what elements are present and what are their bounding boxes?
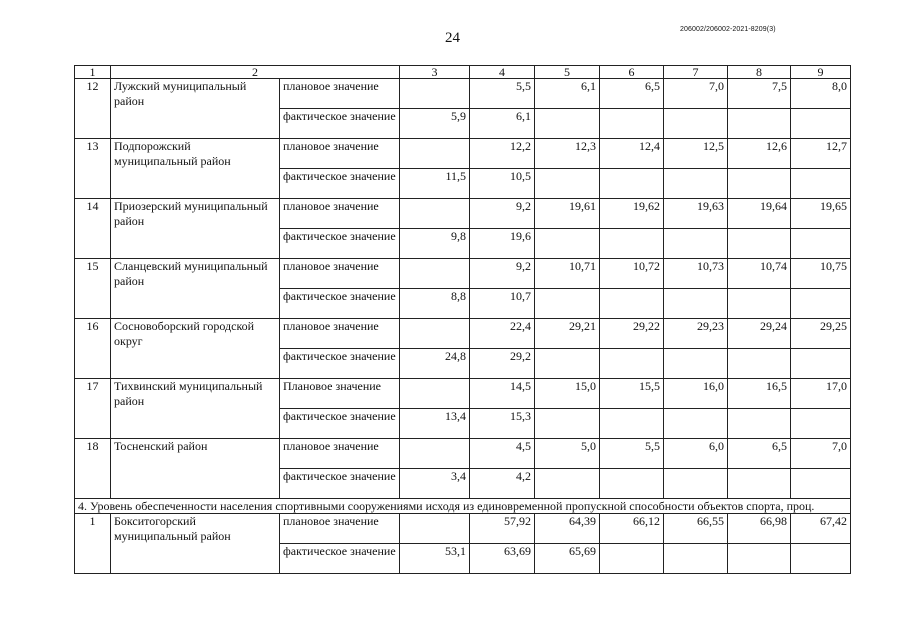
value-cell (600, 409, 664, 439)
value-cell (600, 469, 664, 499)
value-cell: 15,0 (535, 379, 600, 409)
plan-label: Плановое значение (280, 379, 400, 409)
table-row-plan (75, 139, 851, 169)
value-cell: 19,61 (535, 199, 600, 229)
value-cell: 8,0 (791, 79, 851, 109)
section-title: 4. Уровень обеспеченности населения спортивными сооружениями исходя из единовременной пропускной способности объектов спорта, проц. (75, 499, 851, 514)
value-cell: 53,1 (400, 544, 470, 574)
value-cell (791, 544, 851, 574)
value-cell: 10,72 (600, 259, 664, 289)
value-cell: 24,8 (400, 349, 470, 379)
value-cell: 64,39 (535, 514, 600, 544)
value-cell: 29,22 (600, 319, 664, 349)
district-name: Сланцевский муниципальный район (111, 259, 280, 319)
section-row (75, 499, 851, 514)
header-cell: 6 (600, 66, 664, 79)
value-cell: 66,12 (600, 514, 664, 544)
value-cell (728, 544, 791, 574)
table-row-plan (75, 319, 851, 349)
value-cell (791, 289, 851, 319)
value-cell (728, 289, 791, 319)
header-cell: 3 (400, 66, 470, 79)
fact-label: фактическое значение (280, 229, 400, 259)
value-cell (728, 469, 791, 499)
value-cell: 9,2 (470, 259, 535, 289)
table-row-plan (75, 199, 851, 229)
value-cell: 29,25 (791, 319, 851, 349)
value-cell: 7,5 (728, 79, 791, 109)
value-cell (400, 439, 470, 469)
row-number: 12 (75, 79, 111, 139)
value-cell: 16,0 (664, 379, 728, 409)
value-cell: 19,65 (791, 199, 851, 229)
value-cell (535, 289, 600, 319)
value-cell (664, 109, 728, 139)
fact-label: фактическое значение (280, 109, 400, 139)
value-cell (400, 514, 470, 544)
district-name: Тихвинский муниципальный район (111, 379, 280, 439)
value-cell: 9,8 (400, 229, 470, 259)
value-cell (400, 379, 470, 409)
value-cell (728, 169, 791, 199)
plan-label: плановое значение (280, 439, 400, 469)
row-number: 1 (75, 514, 111, 574)
value-cell (664, 289, 728, 319)
value-cell: 65,69 (535, 544, 600, 574)
value-cell (600, 169, 664, 199)
value-cell: 12,3 (535, 139, 600, 169)
value-cell (664, 349, 728, 379)
value-cell (791, 109, 851, 139)
value-cell: 5,9 (400, 109, 470, 139)
value-cell: 29,2 (470, 349, 535, 379)
fact-label: фактическое значение (280, 169, 400, 199)
value-cell: 11,5 (400, 169, 470, 199)
value-cell: 5,5 (470, 79, 535, 109)
value-cell: 7,0 (791, 439, 851, 469)
value-cell: 7,0 (664, 79, 728, 109)
value-cell (791, 229, 851, 259)
fact-label: фактическое значение (280, 544, 400, 574)
value-cell (400, 319, 470, 349)
table-row-plan (75, 439, 851, 469)
value-cell (600, 109, 664, 139)
value-cell: 12,6 (728, 139, 791, 169)
table-row-plan (75, 514, 851, 544)
header-cell: 9 (791, 66, 851, 79)
plan-label: плановое значение (280, 139, 400, 169)
value-cell: 6,1 (470, 109, 535, 139)
value-cell: 13,4 (400, 409, 470, 439)
row-number: 18 (75, 439, 111, 499)
table-row-plan (75, 379, 851, 409)
value-cell: 5,0 (535, 439, 600, 469)
value-cell: 15,3 (470, 409, 535, 439)
district-name: Подпорожский муниципальный район (111, 139, 280, 199)
value-cell (791, 409, 851, 439)
value-cell: 19,6 (470, 229, 535, 259)
value-cell (664, 169, 728, 199)
value-cell: 6,5 (600, 79, 664, 109)
value-cell: 19,64 (728, 199, 791, 229)
value-cell: 5,5 (600, 439, 664, 469)
header-cell: 4 (470, 66, 535, 79)
value-cell: 67,42 (791, 514, 851, 544)
value-cell (535, 229, 600, 259)
value-cell: 15,5 (600, 379, 664, 409)
value-cell: 8,8 (400, 289, 470, 319)
value-cell: 10,5 (470, 169, 535, 199)
value-cell: 17,0 (791, 379, 851, 409)
value-cell: 29,23 (664, 319, 728, 349)
value-cell (664, 229, 728, 259)
row-number: 15 (75, 259, 111, 319)
value-cell: 12,4 (600, 139, 664, 169)
plan-label: плановое значение (280, 79, 400, 109)
district-name: Бокситогорский муниципальный район (111, 514, 280, 574)
value-cell: 14,5 (470, 379, 535, 409)
table-row-plan (75, 79, 851, 109)
value-cell (535, 469, 600, 499)
value-cell: 10,71 (535, 259, 600, 289)
plan-label: плановое значение (280, 259, 400, 289)
value-cell: 10,7 (470, 289, 535, 319)
value-cell (400, 259, 470, 289)
value-cell (600, 229, 664, 259)
header-cell: 5 (535, 66, 600, 79)
page-number: 24 (445, 30, 460, 46)
value-cell: 12,2 (470, 139, 535, 169)
value-cell: 29,24 (728, 319, 791, 349)
value-cell: 6,5 (728, 439, 791, 469)
value-cell: 6,1 (535, 79, 600, 109)
value-cell (535, 349, 600, 379)
value-cell (791, 349, 851, 379)
value-cell (728, 109, 791, 139)
value-cell (600, 544, 664, 574)
fact-label: фактическое значение (280, 469, 400, 499)
value-cell (791, 169, 851, 199)
plan-label: плановое значение (280, 319, 400, 349)
value-cell (791, 469, 851, 499)
value-cell (664, 544, 728, 574)
value-cell: 66,55 (664, 514, 728, 544)
district-name: Сосновоборский городской округ (111, 319, 280, 379)
value-cell: 3,4 (400, 469, 470, 499)
document-code: 206002/206002-2021-8209(3) (680, 26, 776, 33)
value-cell: 66,98 (728, 514, 791, 544)
header-cell: 7 (664, 66, 728, 79)
value-cell (664, 409, 728, 439)
header-cell: 2 (111, 66, 400, 79)
header-cell: 1 (75, 66, 111, 79)
value-cell: 22,4 (470, 319, 535, 349)
header-cell: 8 (728, 66, 791, 79)
value-cell (728, 409, 791, 439)
value-cell (600, 289, 664, 319)
value-cell (400, 199, 470, 229)
value-cell (400, 139, 470, 169)
value-cell: 9,2 (470, 199, 535, 229)
fact-label: фактическое значение (280, 349, 400, 379)
row-number: 13 (75, 139, 111, 199)
indicator-table (74, 65, 851, 574)
district-name: Тосненский район (111, 439, 280, 499)
table-body (75, 66, 851, 574)
value-cell: 29,21 (535, 319, 600, 349)
fact-label: фактическое значение (280, 409, 400, 439)
fact-label: фактическое значение (280, 289, 400, 319)
value-cell: 57,92 (470, 514, 535, 544)
value-cell (535, 169, 600, 199)
plan-label: плановое значение (280, 514, 400, 544)
value-cell: 19,63 (664, 199, 728, 229)
district-name: Лужский муниципальный район (111, 79, 280, 139)
value-cell: 4,5 (470, 439, 535, 469)
value-cell: 63,69 (470, 544, 535, 574)
value-cell (664, 469, 728, 499)
value-cell (728, 349, 791, 379)
value-cell (535, 109, 600, 139)
value-cell (600, 349, 664, 379)
table-row-plan (75, 259, 851, 289)
plan-label: плановое значение (280, 199, 400, 229)
value-cell (400, 79, 470, 109)
district-name: Приозерский муниципальный район (111, 199, 280, 259)
value-cell: 6,0 (664, 439, 728, 469)
value-cell: 16,5 (728, 379, 791, 409)
row-number: 16 (75, 319, 111, 379)
value-cell: 10,75 (791, 259, 851, 289)
value-cell: 4,2 (470, 469, 535, 499)
value-cell: 10,74 (728, 259, 791, 289)
value-cell: 10,73 (664, 259, 728, 289)
value-cell (535, 409, 600, 439)
value-cell (728, 229, 791, 259)
value-cell: 12,5 (664, 139, 728, 169)
value-cell: 19,62 (600, 199, 664, 229)
row-number: 17 (75, 379, 111, 439)
row-number: 14 (75, 199, 111, 259)
value-cell: 12,7 (791, 139, 851, 169)
header-row (75, 66, 851, 79)
